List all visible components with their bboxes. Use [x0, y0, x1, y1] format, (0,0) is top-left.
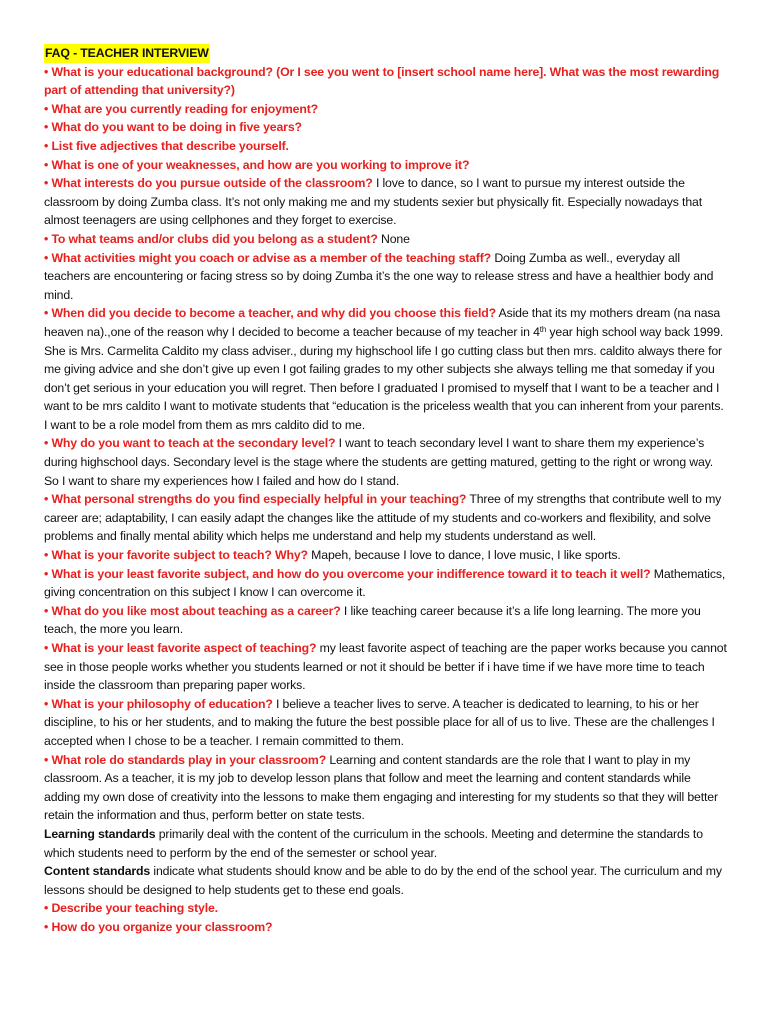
faq-item — [44, 751, 729, 825]
faq-item — [44, 174, 729, 230]
question: • What are you currently reading for enjoyment? — [44, 101, 318, 116]
faq-item — [44, 639, 729, 695]
answer: my least favorite aspect of teaching are the paper works because you cannot see in those people works whether you students learned or not it should be better if i have time if we have more time to teach inside the classroom than preparing paper works. — [44, 641, 727, 693]
faq-item — [44, 695, 729, 751]
definition-learning-standards — [44, 825, 729, 862]
bullet: • — [44, 492, 49, 507]
answer: Aside that its my mothers dream (na nasa heaven na).,one of the reason why I decided to become a teacher because of my teacher in 4 — [44, 306, 721, 339]
question: • What interests do you pursue outside of the classroom? — [44, 176, 373, 191]
definition-text: primarily deal with the content of the curriculum in the schools. Meeting and determine the standards to which students need to perform by the end of the semester or school year. — [44, 826, 703, 860]
bullet: • — [44, 566, 49, 581]
question: • What role do standards play in your classroom? — [44, 752, 327, 767]
title-line — [44, 44, 729, 63]
answer: I love to dance, so I want to pursue my interest outside the classroom by doing Zumba class. It’s not only making me and my students sexier but physically fit. Especially nowadays that almost teenagers are using cellphones and they forget to exercise. — [44, 176, 702, 228]
question: • What is your favorite subject to teach? Why? — [44, 548, 308, 563]
answer: I like teaching career because it’s a life long learning. The more you teach, the more you learn. — [44, 603, 701, 637]
faq-item — [44, 602, 729, 639]
definition-term: Learning standards — [44, 826, 156, 841]
question: • What activities might you coach or advise as a member of the teaching staff? — [44, 250, 492, 265]
question: • What is your educational background? (Or I see you went to [insert school name here]. What was the most rewarding part of attending that university?) — [44, 64, 720, 98]
document-page — [44, 44, 729, 937]
bullet: • — [44, 120, 49, 135]
bullet: • — [44, 752, 49, 767]
bullet: • — [44, 603, 49, 618]
answer: None — [377, 231, 410, 246]
question: • What is your philosophy of education? — [44, 696, 273, 711]
question: • What is your least favorite subject, and how do you overcome your indifference toward it to teach it well? — [44, 566, 651, 581]
faq-item — [44, 118, 729, 137]
definition-term: Content standards — [44, 864, 151, 879]
bullet: • — [44, 101, 49, 116]
bullet: • — [44, 696, 49, 711]
faq-item — [44, 156, 729, 175]
answer: Mapeh, because I love to dance, I love music, I like sports. — [307, 548, 621, 563]
faq-item — [44, 565, 729, 602]
bullet: • — [44, 436, 49, 451]
question: • List five adjectives that describe yourself. — [44, 138, 289, 153]
faq-item — [44, 230, 729, 249]
ordinal-suffix: th — [539, 324, 547, 334]
faq-item — [44, 434, 729, 490]
bullet: • — [44, 231, 49, 246]
answer: Mathematics, giving concentration on this subject I know I can overcome it. — [44, 566, 726, 600]
faq-item — [44, 249, 729, 305]
question: • When did you decide to become a teacher, and why did you choose this field? — [44, 306, 496, 321]
question: • To what teams and/or clubs did you belong as a student? — [44, 231, 378, 246]
faq-item — [44, 899, 729, 918]
answer-continued: year high school way back 1999. She is Mrs. Carmelita Caldito my class adviser., during my highschool life I go cutting class but then mrs. caldito always there for me giving advice and she don’t give up even I got failing grades to my other subjects she always telling me that someday if you don’t get serious in your education you will regret. Then before I graduated I promised to myself that I want to be a teacher and I want to be mrs caldito I want to motivate students that “education is the priceless wealth that you can inherent from your parents. I want to be a role model from them as mrs caldito did to me. — [44, 324, 724, 432]
document-title: FAQ - TEACHER INTERVIEW — [44, 44, 210, 63]
faq-item — [44, 63, 729, 100]
question: • How do you organize your classroom? — [44, 919, 273, 934]
bullet: • — [44, 548, 49, 563]
bullet: • — [44, 306, 49, 321]
bullet: • — [44, 901, 49, 916]
faq-item — [44, 918, 729, 937]
definition-content-standards — [44, 862, 729, 899]
definition-text: indicate what students should know and be able to do by the end of the school year. The curriculum and my lessons should be designed to help students get to these end goals. — [44, 864, 722, 897]
bullet: • — [44, 641, 49, 655]
question: • What is your least favorite aspect of teaching? — [44, 641, 317, 655]
bullet: • — [44, 250, 49, 265]
bullet: • — [44, 138, 49, 153]
answer: Doing Zumba as well., everyday all teachers are encountering or facing stress so by doing Zumba it’s the one way to release stress and have a healthier body and mind. — [44, 250, 714, 302]
bullet: • — [44, 64, 49, 79]
question: • What is one of your weaknesses, and how are you working to improve it? — [44, 157, 470, 172]
question: • Why do you want to teach at the secondary level? — [44, 436, 336, 451]
answer: I believe a teacher lives to serve. A teacher is dedicated to learning, to his or her discipline, to his or her students, and to making the future the best possible place for all of us to live. These are the challenges I accepted when I chose to be a teacher. I remain committed to them. — [44, 696, 715, 748]
answer: Learning and content standards are the role that I want to play in my classroom. As a teacher, it is my job to develop lesson plans that follow and meet the learning and content standards while adding my own dose of creativity into the lessons to make them engaging and interesting for my students so that they will better retain the information and thus, perform better on state tests. — [44, 752, 718, 823]
faq-item — [44, 546, 729, 565]
question: • What do you like most about teaching as a career? — [44, 603, 341, 618]
faq-item — [44, 137, 729, 156]
bullet: • — [44, 919, 49, 934]
question: • Describe your teaching style. — [44, 901, 218, 916]
faq-item — [44, 100, 729, 119]
answer: Three of my strengths that contribute well to my career are; adaptability, I can easily adapt the changes like the attitude of my students and co-workers and flexibility, and solve problems and finally mental ability which helps me understand and help my students understand as well. — [44, 492, 722, 544]
faq-item — [44, 304, 729, 434]
bullet: • — [44, 157, 49, 172]
question: • What do you want to be doing in five years? — [44, 120, 302, 135]
question: • What personal strengths do you find especially helpful in your teaching? — [44, 492, 467, 507]
answer: I want to teach secondary level I want to share them my experience’s during highschool days. Secondary level is the stage where the students are getting matured, getting to the right or wrong way. So I want to share my experiences how I failed and how do I stand. — [44, 436, 714, 488]
bullet: • — [44, 176, 49, 191]
faq-item — [44, 490, 729, 546]
